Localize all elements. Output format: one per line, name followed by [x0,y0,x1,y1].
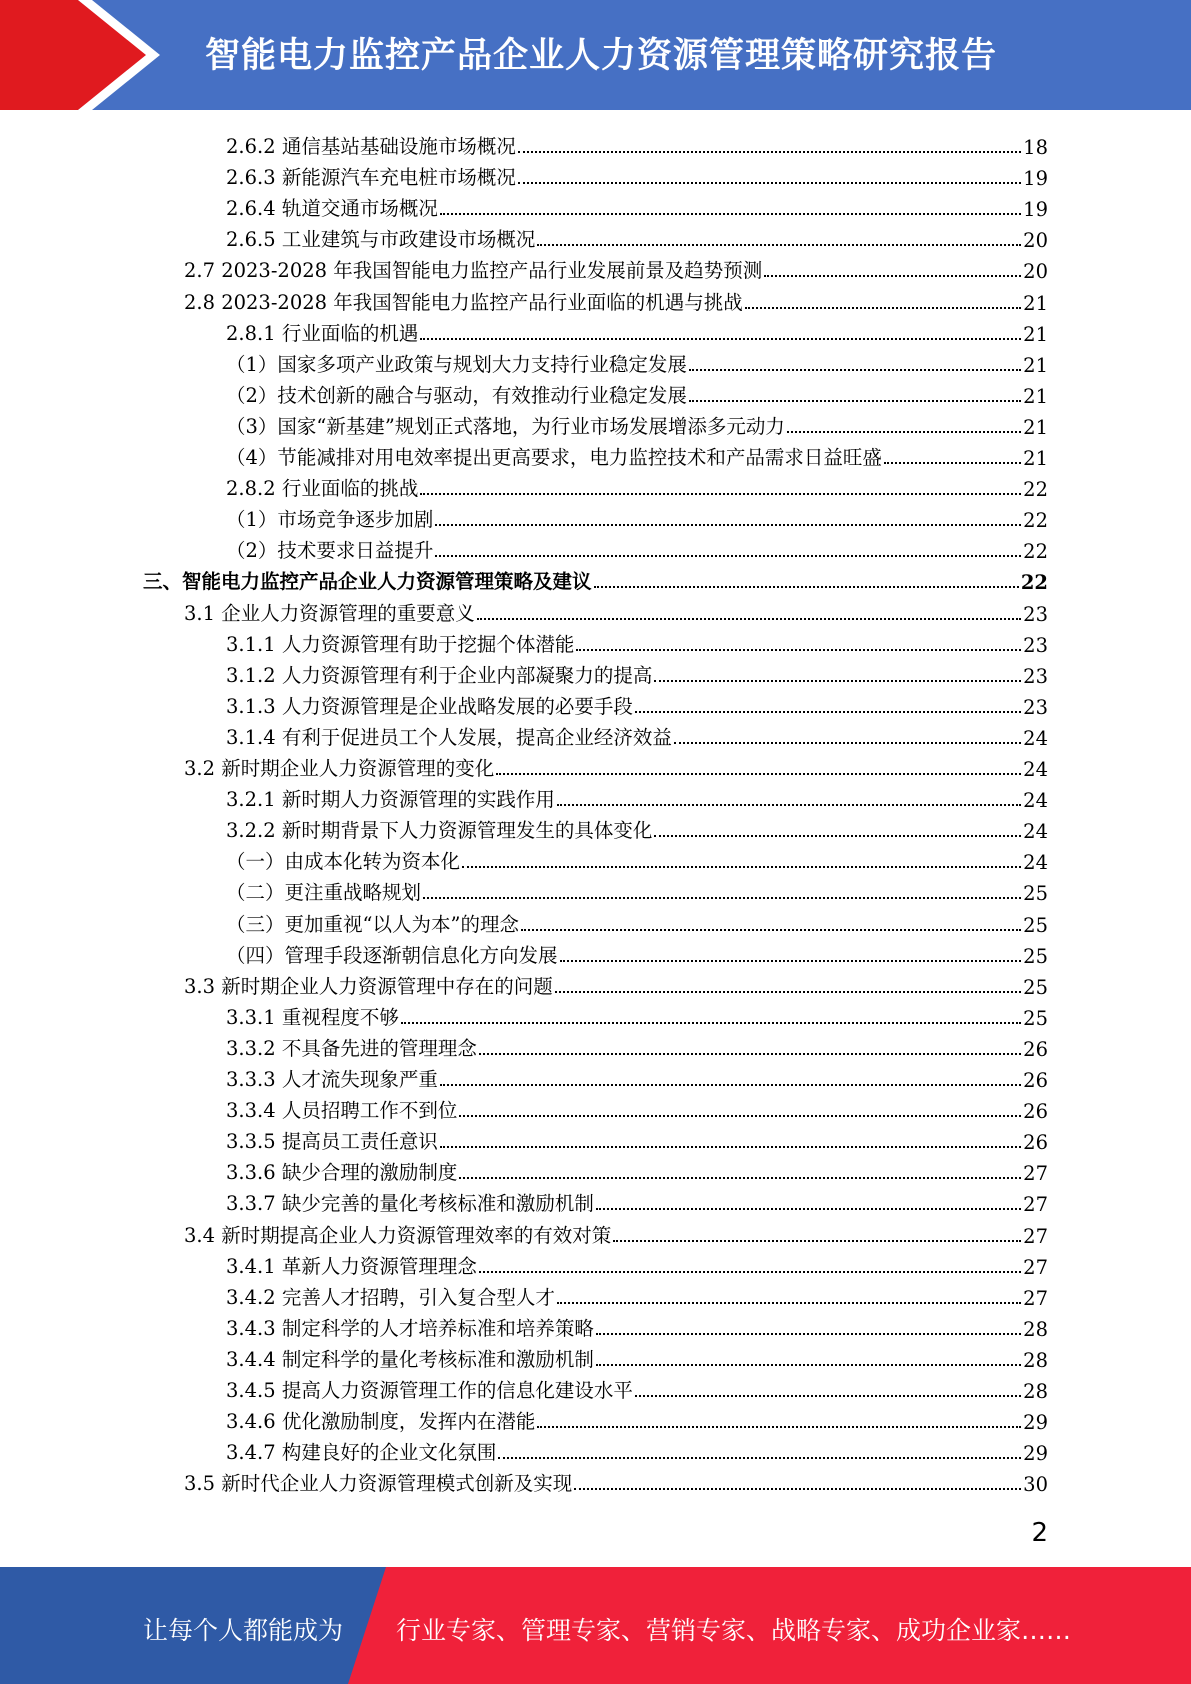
toc-entry[interactable] [226,781,1048,812]
toc-entry[interactable] [226,1154,1048,1185]
footer-slogan-left: 让每个人都能成为 [143,1616,344,1645]
toc-entry-label: 3.4.1 革新人力资源管理理念 [226,1254,477,1278]
toc-leader-dots [689,400,1021,402]
toc-entry[interactable] [226,159,1048,190]
toc-entry[interactable] [226,190,1048,221]
toc-leader-dots [654,680,1021,682]
toc-entry-page: 21 [1023,322,1048,346]
toc-entry[interactable] [226,937,1048,968]
toc-entry[interactable] [226,1030,1048,1061]
toc-entry-page: 24 [1023,726,1048,750]
toc-entry-page: 28 [1023,1348,1048,1372]
toc-entry-page: 22 [1023,540,1048,564]
toc-entry-label: （3）国家“新基建”规划正式落地，为行业市场发展增添多元动力 [226,414,785,438]
toc-entry-page: 24 [1023,820,1048,844]
toc-entry[interactable] [184,595,1048,626]
toc-entry[interactable] [226,906,1048,937]
toc-entry-label: 3.3.4 人员招聘工作不到位 [226,1099,458,1123]
toc-entry-label: 3.5 新时代企业人力资源管理模式创新及实现 [184,1472,573,1496]
toc-entry-label: （2）技术要求日益提升 [226,539,434,563]
toc-entry[interactable] [226,719,1048,750]
toc-leader-dots [594,586,1019,588]
toc-entry-label: 3.1.4 有利于促进员工个人发展，提高企业经济效益 [226,725,672,749]
toc-entry-page: 25 [1023,882,1048,906]
toc-entry-page: 20 [1023,260,1048,284]
toc-entry-page: 21 [1023,291,1048,315]
toc-entry-label: 3.1 企业人力资源管理的重要意义 [184,601,475,625]
toc-entry-label: 3.2 新时期企业人力资源管理的变化 [184,757,495,780]
toc-entry-label: 3.3.7 缺少完善的量化考核标准和激励机制 [226,1192,594,1216]
toc-entry[interactable] [226,874,1048,905]
toc-entry-page: 19 [1023,167,1048,191]
toc-entry-label: （1）市场竞争逐步加剧 [226,508,434,532]
toc-entry-label: 3.1.1 人力资源管理有助于挖掘个体潜能 [226,632,575,656]
toc-entry-page: 27 [1023,1224,1048,1248]
toc-leader-dots [477,618,1021,620]
page-number: 2 [1031,1518,1048,1548]
toc-entry-label: （三）更加重视“以人为本”的理念 [226,912,519,936]
toc-entry[interactable] [143,563,1048,594]
toc-leader-dots [555,991,1021,993]
header-red-arrow [0,0,150,110]
toc-entry-label: 2.7 2023-2028 年我国智能电力监控产品行业发展前景及趋势预测 [184,259,763,283]
toc-entry-label: 3.4.4 制定科学的量化考核标准和激励机制 [226,1347,594,1371]
toc-leader-dots [518,182,1021,184]
toc-entry[interactable] [184,1217,1048,1248]
toc-entry-label: （四）管理手段逐渐朝信息化方向发展 [226,943,558,967]
toc-entry-label: 2.8.1 行业面临的机遇 [226,321,419,345]
toc-entry[interactable] [226,999,1048,1030]
toc-leader-dots [521,929,1021,931]
toc-entry-page: 24 [1023,758,1048,781]
toc-entry-label: 2.8 2023-2028 年我国智能电力监控产品行业面临的机遇与挑战 [184,290,743,314]
toc-entry[interactable] [226,1403,1048,1434]
toc-leader-dots [401,1022,1021,1024]
toc-entry-label: 2.6.4 轨道交通市场概况 [226,197,438,221]
toc-entry-label: 3.1.2 人力资源管理有利于企业内部凝聚力的提高 [226,663,653,687]
toc-leader-dots [596,1333,1021,1335]
toc-entry-page: 22 [1023,478,1048,502]
toc-entry[interactable] [226,346,1048,377]
toc-entry[interactable] [226,315,1048,346]
toc-entry[interactable] [226,128,1048,159]
toc-entry-page: 24 [1023,851,1048,875]
page-footer [0,1567,1191,1684]
toc-entry[interactable] [184,750,1048,781]
toc-entry[interactable] [226,439,1048,470]
toc-entry-label: 3.3.2 不具备先进的管理理念 [226,1036,477,1060]
toc-leader-dots [435,555,1021,557]
toc-leader-dots [420,493,1021,495]
toc-entry-label: 3.4.2 完善人才招聘，引入复合型人才 [226,1285,555,1309]
footer-slogan-right: 行业专家、管理专家、营销专家、战略专家、成功企业家…… [396,1616,1072,1645]
toc-leader-dots [459,1115,1021,1117]
toc-leader-dots [557,1302,1021,1304]
toc-leader-dots [576,649,1021,651]
toc-entry[interactable] [226,1092,1048,1123]
toc-entry-label: 3.3.1 重视程度不够 [226,1005,399,1029]
toc-entry-page: 27 [1023,1255,1048,1279]
toc-entry-page: 25 [1023,975,1048,999]
toc-leader-dots [498,1457,1021,1459]
toc-entry[interactable] [226,1310,1048,1341]
toc-entry-page: 25 [1023,1006,1048,1030]
toc-entry-page: 21 [1023,415,1048,439]
toc-leader-dots [596,1364,1021,1366]
toc-entry-label: （二）更注重战略规划 [226,881,422,905]
toc-entry-page: 30 [1023,1473,1048,1497]
toc-leader-dots [518,151,1021,153]
toc-leader-dots [479,1271,1021,1273]
toc-leader-dots [560,960,1022,962]
toc-entry-page: 26 [1023,1100,1048,1124]
toc-leader-dots [745,307,1021,309]
toc-leader-dots [440,213,1021,215]
toc-entry-page: 25 [1023,944,1048,968]
toc-entry-page: 23 [1023,602,1048,626]
toc-entry-page: 23 [1023,633,1048,657]
toc-entry-page: 29 [1023,1411,1048,1435]
report-title: 智能电力监控产品企业人力资源管理策略研究报告 [205,36,998,76]
toc-entry[interactable] [226,1123,1048,1154]
toc-entry[interactable] [184,252,1048,283]
toc-entry-label: 2.8.2 行业面临的挑战 [226,477,419,501]
toc-entry-page: 26 [1023,1131,1048,1155]
toc-entry-label: 3.2.2 新时期背景下人力资源管理发生的具体变化 [226,819,653,843]
toc-entry-label: 3.3.5 提高员工责任意识 [226,1130,438,1154]
toc-entry-label: 3.4 新时期提高企业人力资源管理效率的有效对策 [184,1223,612,1247]
toc-entry-label: （1）国家多项产业政策与规划大力支持行业稳定发展 [226,352,687,376]
toc-leader-dots [459,1177,1021,1179]
toc-entry[interactable] [226,657,1048,688]
toc-leader-dots [574,1488,1021,1490]
toc-leader-dots [440,1146,1021,1148]
toc-entry-page: 26 [1023,1069,1048,1092]
toc-leader-dots [537,244,1021,246]
toc-entry[interactable] [184,284,1048,315]
toc-entry[interactable] [226,812,1048,843]
toc-leader-dots [613,1240,1021,1242]
toc-leader-dots [435,524,1021,526]
toc-entry-label: （一）由成本化转为资本化 [226,850,461,874]
toc-entry-page: 23 [1023,664,1048,688]
toc-entry-page: 26 [1023,1037,1048,1061]
toc-entry-page: 19 [1023,198,1048,222]
toc-entry[interactable] [226,1248,1048,1279]
toc-leader-dots [557,804,1021,806]
toc-leader-dots [420,338,1021,340]
toc-entry-label: 3.4.5 提高人力资源管理工作的信息化建设水平 [226,1379,633,1402]
toc-leader-dots [674,742,1021,744]
toc-leader-dots [596,1208,1021,1210]
toc-entry-page: 24 [1023,789,1048,813]
toc-entry-page: 21 [1023,384,1048,408]
toc-entry[interactable] [226,688,1048,719]
toc-entry[interactable] [226,408,1048,439]
toc-entry-label: 3.3.6 缺少合理的激励制度 [226,1161,458,1185]
toc-entry-page: 23 [1023,695,1048,719]
toc-entry-page: 28 [1023,1380,1048,1403]
toc-entry[interactable] [184,968,1048,999]
toc-entry[interactable] [184,1465,1048,1496]
toc-entry-label: 2.6.2 通信基站基础设施市场概况 [226,135,516,158]
toc-entry-page: 27 [1023,1286,1048,1310]
toc-entry[interactable] [226,470,1048,501]
toc-leader-dots [654,835,1021,837]
toc-entry-label: 3.4.7 构建良好的企业文化氛围 [226,1441,497,1465]
toc-entry[interactable] [226,1185,1048,1216]
toc-entry-page: 21 [1023,353,1048,377]
toc-entry[interactable] [226,1279,1048,1310]
toc-entry-label: 三、智能电力监控产品企业人力资源管理策略及建议 [143,570,592,594]
toc-entry-page: 21 [1023,447,1048,470]
toc-entry[interactable] [226,1061,1048,1092]
toc-entry[interactable] [226,501,1048,532]
toc-entry-page: 25 [1023,913,1048,937]
toc-entry[interactable] [226,1341,1048,1372]
toc-entry-page: 22 [1023,509,1048,533]
toc-entry-label: 3.4.3 制定科学的人才培养标准和培养策略 [226,1316,594,1340]
toc-entry[interactable] [226,1372,1048,1403]
toc-entry[interactable] [226,1434,1048,1465]
toc-entry[interactable] [226,532,1048,563]
toc-entry-label: 2.6.5 工业建筑与市政建设市场概况 [226,228,536,252]
toc-entry-label: 3.1.3 人力资源管理是企业战略发展的必要手段 [226,694,633,718]
toc-entry-label: （4）节能减排对用电效率提出更高要求，电力监控技术和产品需求日益旺盛 [226,446,882,469]
toc-leader-dots [764,275,1021,277]
toc-entry-label: （2）技术创新的融合与驱动，有效推动行业稳定发展 [226,383,687,407]
toc-entry-label: 3.4.6 优化激励制度，发挥内在潜能 [226,1410,536,1434]
toc-entry-label: 2.6.3 新能源汽车充电桩市场概况 [226,166,516,190]
toc-entry[interactable] [226,626,1048,657]
toc-leader-dots [787,431,1021,433]
toc-entry[interactable] [226,843,1048,874]
toc-entry-page: 18 [1023,136,1048,159]
toc-entry-page: 20 [1023,229,1048,253]
toc-leader-dots [462,866,1021,868]
toc-entry[interactable] [226,221,1048,252]
page-header [0,0,1191,110]
toc-entry-label: 3.2.1 新时期人力资源管理的实践作用 [226,788,555,812]
toc-leader-dots [635,1395,1021,1397]
toc-leader-dots [537,1426,1021,1428]
toc-leader-dots [689,369,1021,371]
toc-leader-dots [423,897,1021,899]
toc-entry-page: 27 [1023,1162,1048,1186]
toc-leader-dots [479,1053,1021,1055]
toc-entry-page: 28 [1023,1317,1048,1341]
toc-leader-dots [635,711,1021,713]
toc-leader-dots [884,462,1021,464]
toc-leader-dots [496,773,1021,775]
toc-entry-label: 3.3 新时期企业人力资源管理中存在的问题 [184,974,553,998]
toc-leader-dots [440,1084,1021,1086]
toc-entry-page: 27 [1023,1193,1048,1217]
toc-entry[interactable] [226,377,1048,408]
toc-entry-page: 29 [1023,1442,1048,1466]
toc-entry-label: 3.3.3 人才流失现象严重 [226,1068,438,1091]
toc-entry-page: 22 [1020,571,1048,595]
